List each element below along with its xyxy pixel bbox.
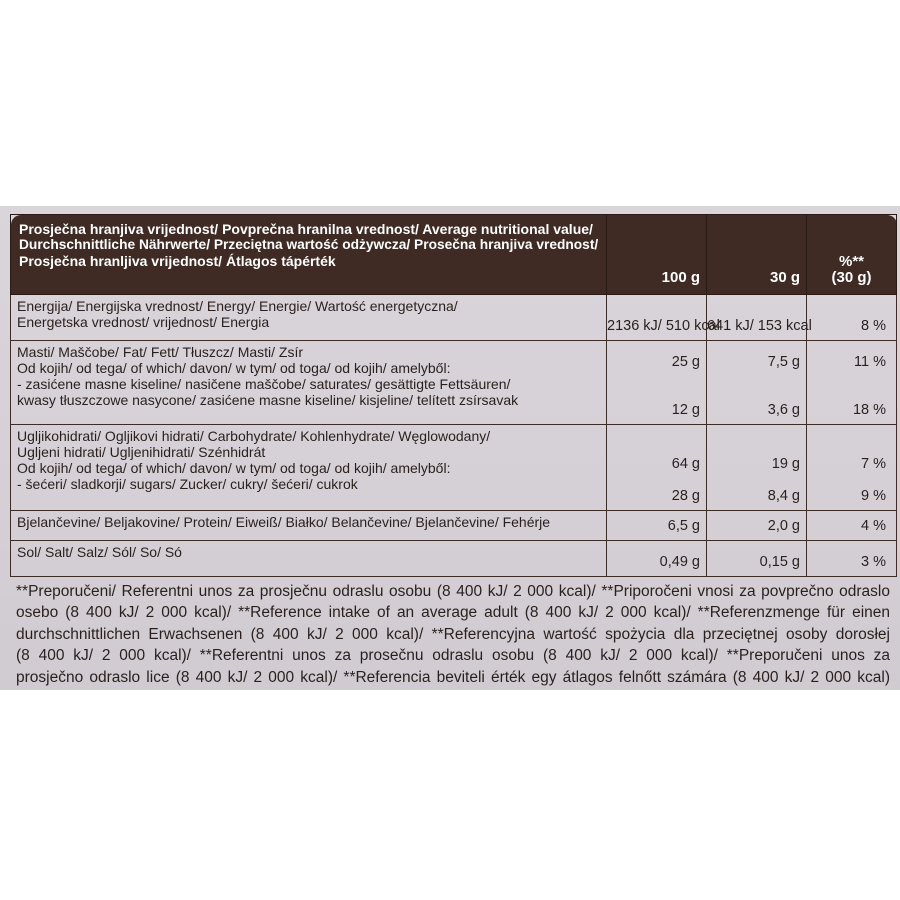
table-row-carbohydrate bbox=[11, 425, 897, 511]
value-30g-carbohydrate: 19 g bbox=[771, 456, 800, 472]
header-30g: 30 g bbox=[707, 215, 807, 295]
header-label-cell bbox=[11, 215, 607, 295]
row-label-line: Masti/ Maščobe/ Fat/ Fett/ Tłuszcz/ Masti/ Zsír bbox=[17, 344, 304, 360]
value-30g: 641 kJ/ 153 kcal bbox=[707, 295, 807, 341]
row-label-line: Od kojih/ od tega/ of which/ davon/ w tym/ od toga/ od kojih/ amelyből: bbox=[17, 360, 451, 376]
row-label-line: Od kojih/ od tega/ of which/ davon/ w tym/ od toga/ od kojih/ amelyből: bbox=[17, 460, 451, 476]
footnote-line: durchschnittlichen Erwachsenen (8 400 kJ/ 2 000 kcal)/ **Referencyjna wartość spożycia dla przeciętnej osoby dorosłej bbox=[16, 625, 890, 643]
row-label bbox=[11, 425, 607, 511]
header-label-line: Prosječna hranljiva vrijednost/ Átlagos tápérték bbox=[19, 253, 336, 269]
row-label-line: Ugljikohidrati/ Ogljikovi hidrati/ Carbohydrate/ Kohlenhydrate/ Węglowodany/ bbox=[17, 428, 491, 444]
row-label-line: Energetska vrednost/ vrijednost/ Energia bbox=[17, 314, 270, 330]
value-100g bbox=[607, 425, 707, 511]
value-100g-fat: 25 g bbox=[671, 354, 700, 370]
value-100g: 0,49 g bbox=[607, 541, 707, 577]
row-label-line: - šećeri/ sladkorji/ sugars/ Zucker/ cukry/ šećeri/ cukrok bbox=[17, 476, 358, 492]
footnote-line: **Preporučeni/ Referentni unos za prosječnu odraslu osobu (8 400 kJ/ 2 000 kcal)/ **Priporočeni vnosi za povprečno odraslo bbox=[16, 583, 890, 600]
table-row-fat bbox=[11, 341, 897, 425]
value-percent-saturates: 18 % bbox=[852, 402, 886, 418]
row-label-line: Ugljeni hidrati/ Ugljenihidrati/ Szénhidrát bbox=[17, 444, 266, 460]
value-percent-sugars: 9 % bbox=[861, 488, 886, 504]
row-label-line: - zasićene masne kiseline/ nasičene maščobe/ saturates/ gesättigte Fettsäuren/ bbox=[17, 376, 511, 392]
reference-intake-footnote bbox=[16, 581, 890, 688]
value-percent: 4 % bbox=[807, 511, 897, 541]
value-percent-fat: 11 % bbox=[854, 354, 886, 370]
footnote-line: prosječno odraslo lice (8 400 kJ/ 2 000 kcal)/ **Referencia beviteli érték egy átlagos felnőtt számára (8 400 kJ/ 2 000 kcal) bbox=[16, 668, 890, 686]
value-30g-saturates: 3,6 g bbox=[767, 402, 800, 418]
header-percent-line2: (30 g) bbox=[831, 269, 872, 286]
value-30g bbox=[707, 341, 807, 425]
value-30g: 2,0 g bbox=[707, 511, 807, 541]
header-percent-line1: %** bbox=[838, 253, 864, 270]
row-label-line: Energija/ Energijska vrednost/ Energy/ Energie/ Wartość energetyczna/ bbox=[17, 298, 458, 314]
row-label-line: Bjelančevine/ Beljakovine/ Protein/ Eiweiß/ Białko/ Belančevine/ Bjelančevine/ Fehérje bbox=[17, 514, 551, 530]
value-percent-carbohydrate: 7 % bbox=[861, 456, 886, 472]
value-30g bbox=[707, 425, 807, 511]
value-30g-fat: 7,5 g bbox=[767, 354, 800, 370]
value-100g: 2136 kJ/ 510 kcal bbox=[607, 295, 707, 341]
header-percent bbox=[807, 215, 897, 295]
value-100g-saturates: 12 g bbox=[671, 402, 700, 418]
header-label-line: Durchschnittliche Nährwerte/ Przeciętna wartość odżywcza/ Prosečna hranjiva vrednost/ bbox=[19, 237, 599, 252]
value-100g: 6,5 g bbox=[607, 511, 707, 541]
value-100g-sugars: 28 g bbox=[671, 488, 700, 504]
header-100g: 100 g bbox=[607, 215, 707, 295]
header-label-line: Prosječna hranjiva vrijednost/ Povprečna hranilna vrednost/ Average nutritional value/ bbox=[19, 221, 593, 237]
value-percent bbox=[807, 341, 897, 425]
table-header-row bbox=[11, 215, 897, 295]
value-percent: 3 % bbox=[807, 541, 897, 577]
value-100g bbox=[607, 341, 707, 425]
row-label bbox=[11, 541, 607, 577]
value-30g-sugars: 8,4 g bbox=[767, 488, 800, 504]
row-label bbox=[11, 295, 607, 341]
row-label bbox=[11, 341, 607, 425]
row-label bbox=[11, 511, 607, 541]
table-row-salt bbox=[11, 541, 897, 577]
value-30g: 0,15 g bbox=[707, 541, 807, 577]
nutrition-table bbox=[10, 214, 897, 577]
value-percent: 8 % bbox=[807, 295, 897, 341]
footnote-line: (8 400 kJ/ 2 000 kcal)/ **Referentni unos za prosečnu odraslu osobu (8 400 kJ/ 2 000 kcal)/ **Preporučeni unos za bbox=[16, 647, 890, 665]
row-label-line: kwasy tłuszczowe nasycone/ zasićene masne kiseline/ kisjeline/ telített zsírsavak bbox=[17, 392, 519, 408]
row-label-line: Sol/ Salt/ Salz/ Sól/ So/ Só bbox=[17, 544, 182, 560]
value-100g-carbohydrate: 64 g bbox=[671, 456, 700, 472]
table-row-energy bbox=[11, 295, 897, 341]
table-row-protein bbox=[11, 511, 897, 541]
value-percent bbox=[807, 425, 897, 511]
footnote-line: osebo (8 400 kJ/ 2 000 kcal)/ **Reference intake of an average adult (8 400 kJ/ 2 000 kcal)/ **Referenzmenge für einen bbox=[16, 604, 890, 622]
